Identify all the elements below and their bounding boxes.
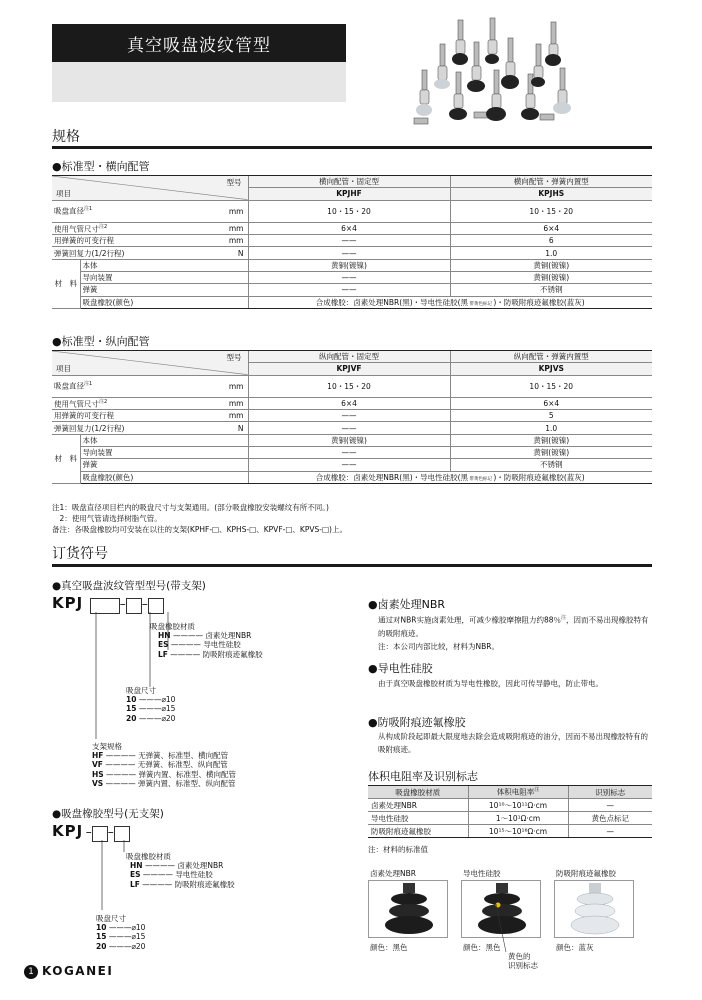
row-item: 用弹簧的可变行程	[52, 410, 140, 422]
cell: 导电性硅胶	[368, 812, 468, 825]
es-text: 由于真空吸盘橡胶材质为导电性橡胶，因此可传导静电，防止带电。	[378, 679, 603, 688]
row-item: 弹簧回复力(1/2行程)	[52, 247, 140, 259]
row-item: 吸盘橡胶(颜色)	[80, 296, 248, 308]
row-value: ——	[248, 422, 450, 434]
section-rule	[52, 146, 652, 149]
rubber-value: 合成橡胶：卤素处理NBR(黑)・导电性硅胶(黑 带黄色标记 )・防吸附痕迹氟橡胶(蓝灰)	[248, 296, 652, 308]
rubber-options: 吸盘橡胶材质 HN ———— 卤素处理NBR ES ———— 导电性硅胶 LF ———— 防吸附痕迹氟橡胶	[150, 622, 263, 659]
row-value: 黄铜(镀镍)	[450, 434, 652, 446]
cup-color-caption: 颜色：黑色	[370, 943, 408, 952]
row-item: 使用气管尺寸$^{注2}$	[52, 222, 140, 235]
prefix: KPJ	[52, 822, 84, 840]
yellow-mark-leader	[490, 904, 510, 956]
row-unit: N	[140, 422, 248, 434]
cup-label: 防吸附痕迹氟橡胶	[556, 869, 616, 878]
row-value: 黄铜(镀镍)	[248, 259, 450, 271]
lf-text: 从构成阶段起即最大限度地去除会造成吸附痕迹的油分，因而不易出现橡胶特有的吸附痕迹。	[378, 732, 648, 754]
row-value: 不锈钢	[450, 284, 652, 296]
row-item: 弹簧	[80, 284, 248, 296]
cell: 1～10¹Ω·cm	[468, 812, 568, 825]
cell: 黄色点标记	[568, 812, 652, 825]
spec-section-title: 规格	[52, 129, 80, 145]
row-value: 6×4	[450, 222, 652, 235]
dash: –	[141, 597, 148, 611]
cup-photo-nbr	[368, 880, 448, 938]
row-value: ——	[248, 459, 450, 471]
row-value: 1.0	[450, 247, 652, 259]
resistance-note: 注：材料的标准值	[368, 845, 428, 854]
row-value: 6	[450, 235, 652, 247]
row-value: ——	[248, 284, 450, 296]
col-header: 体积电阻率$^注$	[468, 786, 568, 799]
row-value: 6×4	[450, 397, 652, 410]
vertical-spec-table	[52, 350, 652, 484]
row-value: 黄铜(镀镍)	[450, 446, 652, 458]
cup-color-caption: 颜色：黑色	[463, 943, 501, 952]
cell: —	[568, 825, 652, 838]
section-rule	[52, 564, 652, 567]
bracket-order-title: ●真空吸盘波纹管型型号(带支架)	[52, 580, 206, 592]
row-unit: mm	[140, 200, 248, 222]
row-value: 黄铜(镀镍)	[248, 434, 450, 446]
rubber-options-2: 吸盘橡胶材质 HN ———— 卤素处理NBR ES ———— 导电性硅胶 LF ———— 防吸附痕迹氟橡胶	[126, 852, 235, 889]
row-value: 黄铜(镀镍)	[450, 259, 652, 271]
col-header: 横向配管・弹簧内置型	[450, 176, 652, 188]
no-bracket-order-title: ●吸盘橡胶型号(无支架)	[52, 808, 164, 820]
col-header: 纵向配管・弹簧内置型	[450, 351, 652, 363]
row-item: 使用气管尺寸$^{注2}$	[52, 397, 140, 410]
product-photo	[410, 14, 580, 144]
cup-label: 导电性硅胶	[463, 869, 501, 878]
size-options-2: 吸盘尺寸 10 ———⌀10 15 ———⌀15 20 ———⌀20	[96, 914, 146, 951]
horizontal-spec-table	[52, 175, 652, 309]
model-code: KPJVF	[248, 363, 450, 375]
brand-logo: KOGANEI	[42, 964, 114, 978]
row-value: ——	[248, 247, 450, 259]
row-item: 吸盘橡胶(颜色)	[80, 471, 248, 483]
row-unit: mm	[140, 235, 248, 247]
page-title: 真空吸盘波纹管型	[52, 24, 346, 62]
header-corner	[52, 176, 248, 201]
nbr-title: ●卤素处理NBR	[368, 598, 446, 611]
model-code: KPJVS	[450, 363, 652, 375]
cup-photo-lf	[554, 880, 634, 938]
cell: 防吸附痕迹氟橡胶	[368, 825, 468, 838]
row-item: 导向装置	[80, 271, 248, 283]
cell: 卤素处理NBR	[368, 799, 468, 812]
row-value: 5	[450, 410, 652, 422]
cup-label: 卤素处理NBR	[370, 869, 416, 878]
size-options: 吸盘尺寸 10 ———⌀10 15 ———⌀15 20 ———⌀20	[126, 686, 176, 723]
dash: –	[85, 825, 92, 839]
row-value: 10・15・20	[248, 375, 450, 397]
bracket-options: 支架规格 HF ———— 无弹簧、标准型、横向配管 VF ———— 无弹簧、标准型、纵向配管 HS ———— 弹簧内置、标准型、横向配管 VS ———— 弹簧内置、标准型、纵向配管	[92, 742, 236, 788]
row-value: ——	[248, 271, 450, 283]
bracket-order-code	[52, 594, 164, 614]
es-title: ●导电性硅胶	[368, 662, 433, 675]
col-header: 横向配管・固定型	[248, 176, 450, 188]
row-unit: N	[140, 247, 248, 259]
row-value: 不锈钢	[450, 459, 652, 471]
row-item: 吸盘直径$^{注1}$	[52, 375, 140, 397]
resistance-title: 体积电阻率及识别标志	[368, 770, 478, 783]
item-label: 项目	[56, 188, 71, 198]
row-value: 10・15・20	[450, 375, 652, 397]
dash: –	[107, 825, 114, 839]
cell: 10¹⁰～10¹¹Ω·cm	[468, 799, 568, 812]
row-unit: mm	[140, 222, 248, 235]
nbr-text: 通过对NBR实施卤素处理，可减少橡胶摩擦阻力约88％$^注$，因而不易出现橡胶特有的吸附痕迹。 注：本公司内部比较，材料为NBR。	[378, 615, 649, 651]
order-section-title: 订货符号	[52, 546, 108, 562]
row-item: 导向装置	[80, 446, 248, 458]
row-item: 弹簧	[80, 459, 248, 471]
model-code: KPJHS	[450, 188, 652, 200]
row-value: 10・15・20	[450, 200, 652, 222]
row-value: ——	[248, 410, 450, 422]
row-value: 6×4	[248, 397, 450, 410]
lf-title: ●防吸附痕迹氟橡胶	[368, 716, 466, 729]
resistance-table	[368, 785, 652, 838]
row-unit: mm	[140, 375, 248, 397]
header-corner	[52, 351, 248, 376]
model-code: KPJHF	[248, 188, 450, 200]
page-number: 1	[24, 965, 38, 979]
row-value: 1.0	[450, 422, 652, 434]
material-label: 材 料	[52, 259, 80, 308]
col-header: 识别标志	[568, 786, 652, 799]
rubber-value: 合成橡胶：卤素处理NBR(黑)・导电性硅胶(黑 带黄色标记 )・防吸附痕迹氟橡胶(蓝灰)	[248, 471, 652, 483]
row-unit: mm	[140, 410, 248, 422]
vertical-spec-title: ●标准型・纵向配管	[52, 335, 150, 348]
yellow-mark-caption: 黄色的 识别标志	[508, 952, 538, 970]
cell: —	[568, 799, 652, 812]
material-label: 材 料	[52, 434, 80, 483]
prefix: KPJ	[52, 594, 84, 612]
col-header: 吸盘橡胶材质	[368, 786, 468, 799]
horizontal-spec-title: ●标准型・横向配管	[52, 160, 150, 173]
row-value: 6×4	[248, 222, 450, 235]
row-value: 黄铜(镀镍)	[450, 271, 652, 283]
row-value: ——	[248, 235, 450, 247]
item-label: 项目	[56, 363, 71, 373]
row-item: 吸盘直径$^{注1}$	[52, 200, 140, 222]
type-label: 型号	[226, 178, 242, 187]
no-bracket-order-code	[52, 822, 130, 842]
row-item: 本体	[80, 434, 248, 446]
col-header: 纵向配管・固定型	[248, 351, 450, 363]
title-underlay	[52, 62, 346, 102]
cup-color-caption: 颜色：蓝灰	[556, 943, 594, 952]
row-value: ——	[248, 446, 450, 458]
spec-notes: 注1：吸盘直径项目栏内的吸盘尺寸与支架通用。(部分吸盘橡胶安装螺纹有所不同。) 2：使用气管请选择树脂气管。 备注：各吸盘橡胶均可安装在以往的支架(KPHF-□、KPHS-□、KPVF-□、KPVS-□)上。	[52, 503, 347, 534]
row-unit: mm	[140, 397, 248, 410]
row-value: 10・15・20	[248, 200, 450, 222]
dash: –	[119, 597, 126, 611]
row-item: 用弹簧的可变行程	[52, 235, 140, 247]
row-item: 本体	[80, 259, 248, 271]
row-item: 弹簧回复力(1/2行程)	[52, 422, 140, 434]
type-label: 型号	[226, 353, 242, 362]
cell: 10¹⁵～10¹⁶Ω·cm	[468, 825, 568, 838]
